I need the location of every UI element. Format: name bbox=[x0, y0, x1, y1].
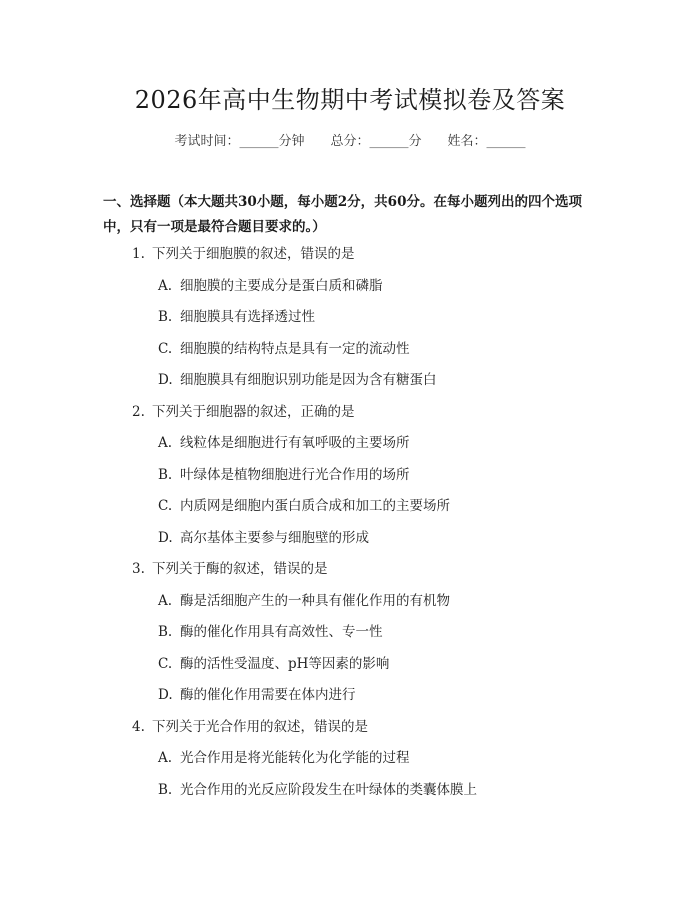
question-text: 下列关于光合作用的叙述，错误的是 bbox=[152, 718, 368, 735]
question-number: 3. bbox=[132, 561, 145, 577]
question-text: 下列关于酶的叙述，错误的是 bbox=[152, 561, 328, 577]
option-letter: B. bbox=[158, 781, 173, 798]
option-text: 光合作用的光反应阶段发生在叶绿体的类囊体膜上 bbox=[180, 781, 477, 798]
option-d bbox=[132, 681, 612, 713]
option-a bbox=[132, 272, 612, 304]
question-stem bbox=[132, 713, 612, 745]
option-text: 酶的活性受温度、pH等因素的影响 bbox=[180, 655, 390, 672]
option-text: 酶的催化作用具有高效性、专一性 bbox=[180, 624, 383, 640]
option-a bbox=[132, 429, 612, 461]
option-letter: D. bbox=[158, 529, 173, 546]
question-3 bbox=[132, 555, 612, 713]
option-d bbox=[132, 524, 612, 556]
exam-info-line bbox=[0, 132, 700, 152]
question-number: 4. bbox=[132, 718, 145, 735]
option-letter: A. bbox=[158, 750, 173, 766]
option-d bbox=[132, 366, 612, 398]
option-letter: C. bbox=[158, 498, 173, 514]
question-4 bbox=[132, 713, 612, 808]
option-text: 细胞膜具有选择透过性 bbox=[180, 309, 315, 325]
option-letter: B. bbox=[158, 309, 173, 325]
option-letter: B. bbox=[158, 624, 173, 640]
option-text: 细胞膜的结构特点是具有一定的流动性 bbox=[180, 340, 410, 357]
option-text: 细胞膜的主要成分是蛋白质和磷脂 bbox=[180, 277, 383, 294]
exam-time-field: 考试时间：______分钟 bbox=[174, 134, 305, 149]
option-text: 叶绿体是植物细胞进行光合作用的场所 bbox=[180, 466, 410, 483]
question-number: 1. bbox=[132, 246, 145, 262]
option-letter: D. bbox=[158, 372, 173, 388]
question-number: 2. bbox=[132, 403, 145, 420]
option-text: 光合作用是将光能转化为化学能的过程 bbox=[180, 750, 410, 766]
option-letter: A. bbox=[158, 435, 173, 451]
option-letter: C. bbox=[158, 655, 173, 672]
question-text: 下列关于细胞膜的叙述，错误的是 bbox=[152, 246, 355, 262]
total-score-field: 总分：______分 bbox=[330, 134, 422, 149]
option-b bbox=[132, 461, 612, 493]
question-stem bbox=[132, 398, 612, 430]
option-letter: D. bbox=[158, 687, 173, 703]
option-letter: B. bbox=[158, 466, 173, 483]
option-b bbox=[132, 776, 612, 808]
question-2 bbox=[132, 398, 612, 556]
option-letter: A. bbox=[158, 277, 173, 294]
question-stem bbox=[132, 555, 612, 587]
option-text: 酶的催化作用需要在体内进行 bbox=[180, 687, 356, 703]
question-1 bbox=[132, 240, 612, 398]
option-letter: A. bbox=[158, 592, 173, 609]
student-name-field: 姓名：______ bbox=[447, 134, 526, 149]
question-stem bbox=[132, 240, 612, 272]
option-a bbox=[132, 587, 612, 619]
option-text: 细胞膜具有细胞识别功能是因为含有糖蛋白 bbox=[180, 372, 437, 388]
option-c bbox=[132, 492, 612, 524]
exam-title: 2026年高中生物期中考试模拟卷及答案 bbox=[134, 86, 566, 114]
option-text: 内质网是细胞内蛋白质合成和加工的主要场所 bbox=[180, 498, 450, 514]
option-text: 线粒体是细胞进行有氧呼吸的主要场所 bbox=[180, 435, 410, 451]
option-b bbox=[132, 303, 612, 335]
section-heading: 一、选择题（本大题共30小题，每小题2分，共60分。在每小题列出的四个选项中，只有一项是最符合题目要求的。） bbox=[103, 194, 582, 235]
option-c bbox=[132, 335, 612, 367]
option-a bbox=[132, 744, 612, 776]
option-c bbox=[132, 650, 612, 682]
option-text: 酶是活细胞产生的一种具有催化作用的有机物 bbox=[180, 592, 450, 609]
question-list bbox=[132, 240, 612, 807]
option-letter: C. bbox=[158, 340, 173, 357]
option-b bbox=[132, 618, 612, 650]
option-text: 高尔基体主要参与细胞壁的形成 bbox=[180, 529, 369, 546]
question-text: 下列关于细胞器的叙述，正确的是 bbox=[152, 403, 355, 420]
